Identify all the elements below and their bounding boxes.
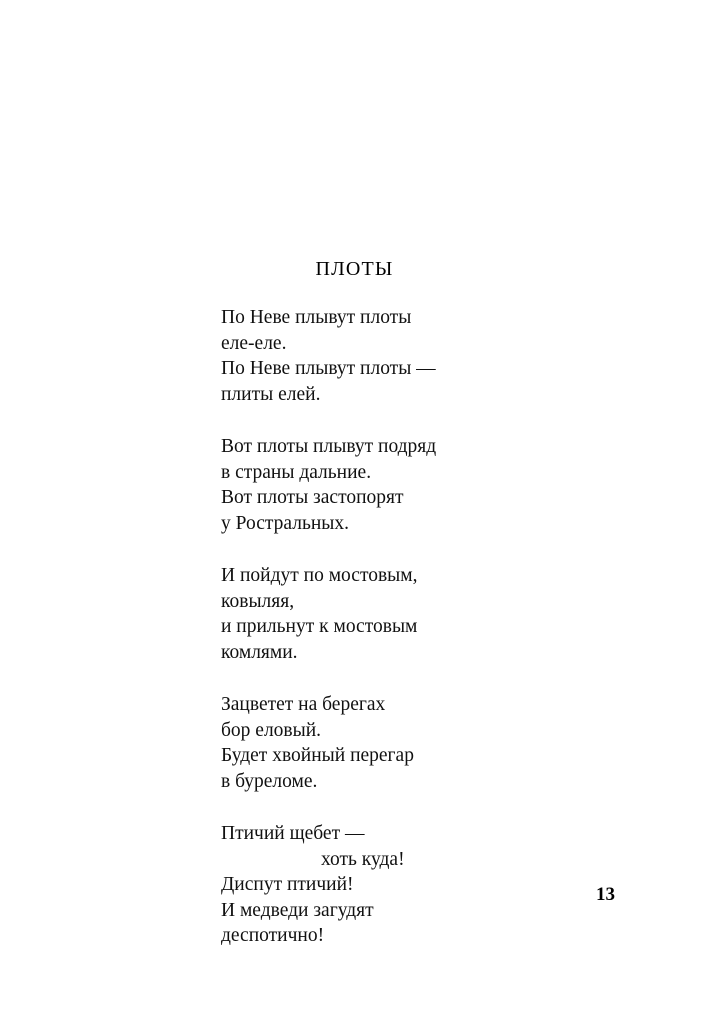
poem-line: у Ростральных. [221, 512, 349, 534]
poem-title: ПЛОТЫ [315, 258, 394, 280]
poem-line: Будет хвойный перегар [221, 745, 414, 766]
stanza [221, 305, 621, 407]
poem-line: И медведи загудят [221, 899, 374, 921]
poem-line: ковыляя, [221, 590, 295, 612]
page-number: 13 [596, 884, 615, 905]
poem-line: По Неве плывут плоты [221, 307, 412, 328]
poem-line: в буреломе. [221, 770, 318, 792]
poem-line: Вот плоты плывут подряд [221, 436, 437, 457]
poem-body [221, 305, 621, 949]
poem-line: И пойдут по мостовым, [221, 565, 418, 586]
stanza [221, 821, 621, 949]
poem-line: Диспут птичий! [221, 874, 354, 895]
poem-line: деспотично! [221, 925, 325, 946]
poem-line: комлями. [221, 641, 298, 663]
poem-line: По Неве плывут плоты — [221, 358, 436, 379]
stanza [221, 563, 621, 665]
poem-line: еле-еле. [221, 332, 287, 354]
poem-line: Зацветет на берегах [221, 694, 386, 715]
poem-line: Вот плоты застопорят [221, 487, 404, 508]
stanza [221, 692, 621, 794]
poem-line: и прильнут к мостовым [221, 616, 418, 637]
poem-line: хоть куда! [321, 848, 405, 870]
poem-line: в страны дальние. [221, 461, 372, 483]
stanza [221, 434, 621, 536]
poem-line: плиты елей. [221, 383, 321, 405]
poem-line: бор еловый. [221, 719, 322, 741]
poem-line: Птичий щебет — [221, 823, 365, 844]
